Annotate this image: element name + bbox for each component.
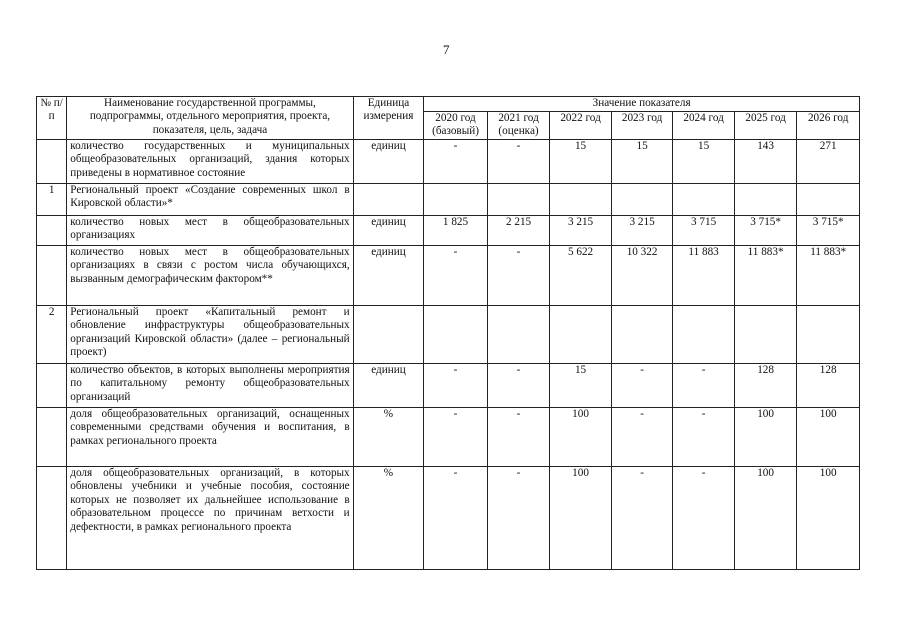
- row-value: -: [673, 408, 735, 467]
- row-value: -: [611, 364, 673, 408]
- row-value: [797, 184, 860, 216]
- row-value: [550, 306, 612, 364]
- row-value: -: [487, 140, 550, 184]
- row-value: [487, 184, 550, 216]
- page-number: 7: [443, 42, 450, 57]
- row-value: 15: [673, 140, 735, 184]
- row-unit: [353, 184, 424, 216]
- indicators-table: [36, 96, 860, 570]
- row-value: [550, 184, 612, 216]
- row-value: [797, 306, 860, 364]
- row-unit: [353, 306, 424, 364]
- row-value: -: [487, 467, 550, 570]
- row-value: 100: [550, 408, 612, 467]
- row-value: -: [487, 364, 550, 408]
- row-value: 1 825: [424, 216, 488, 246]
- table-row: [37, 408, 860, 467]
- row-value: [611, 306, 673, 364]
- row-unit: %: [353, 467, 424, 570]
- header-num: № п/п: [37, 97, 67, 140]
- row-value: [673, 184, 735, 216]
- row-name: количество новых мест в общеобразовательных организациях в связи с ростом числа обучающихся, вызванным демографическим фактором**: [67, 246, 353, 306]
- row-value: 15: [611, 140, 673, 184]
- table-row: [37, 184, 860, 216]
- table-row: [37, 467, 860, 570]
- row-unit: единиц: [353, 216, 424, 246]
- row-value: 100: [797, 467, 860, 570]
- row-value: [673, 306, 735, 364]
- header-year: 2020 год (базовый): [424, 112, 488, 140]
- row-value: [424, 306, 488, 364]
- row-num: 2: [37, 306, 67, 364]
- row-value: -: [424, 408, 488, 467]
- row-unit: единиц: [353, 246, 424, 306]
- row-value: 3 715*: [734, 216, 797, 246]
- row-name: Региональный проект «Создание современных школ в Кировской области»*: [67, 184, 353, 216]
- row-value: -: [487, 246, 550, 306]
- row-value: -: [673, 364, 735, 408]
- row-value: [424, 184, 488, 216]
- row-num: [37, 216, 67, 246]
- row-value: 100: [797, 408, 860, 467]
- row-value: 5 622: [550, 246, 612, 306]
- row-value: 128: [734, 364, 797, 408]
- row-value: 143: [734, 140, 797, 184]
- row-value: -: [424, 246, 488, 306]
- row-value: 3 215: [611, 216, 673, 246]
- row-value: 11 883: [673, 246, 735, 306]
- header-row-1: [37, 97, 860, 112]
- row-value: 11 883*: [734, 246, 797, 306]
- header-value-group: Значение показателя: [424, 97, 860, 112]
- header-year: 2021 год (оценка): [487, 112, 550, 140]
- row-value: 3 715: [673, 216, 735, 246]
- table-row: [37, 364, 860, 408]
- row-name: доля общеобразовательных организаций, оснащенных современными средствами обучения и воспитания, в рамках регионального проекта: [67, 408, 353, 467]
- table-row: [37, 246, 860, 306]
- row-name: Региональный проект «Капитальный ремонт и обновление инфраструктуры общеобразовательных организаций Кировской области» (далее – региональный проект): [67, 306, 353, 364]
- header-year: 2023 год: [611, 112, 673, 140]
- row-value: 3 215: [550, 216, 612, 246]
- header-year: 2024 год: [673, 112, 735, 140]
- row-value: 271: [797, 140, 860, 184]
- row-name: количество новых мест в общеобразовательных организациях: [67, 216, 353, 246]
- row-value: 100: [734, 408, 797, 467]
- row-value: 100: [734, 467, 797, 570]
- row-unit: единиц: [353, 140, 424, 184]
- row-name: доля общеобразовательных организаций, в которых обновлены учебники и учебные пособия, состояние которых не позволяет их дальнейшее использование в образовательном процессе по причинам ветхости и дефектности, в рамках регионального проекта: [67, 467, 353, 570]
- table-row: [37, 306, 860, 364]
- header-name: Наименование государственной программы, подпрограммы, отдельного мероприятия, проекта, показателя, цель, задача: [67, 97, 353, 140]
- row-value: [611, 184, 673, 216]
- row-value: -: [424, 364, 488, 408]
- table-row: [37, 216, 860, 246]
- row-value: 15: [550, 140, 612, 184]
- row-value: 11 883*: [797, 246, 860, 306]
- row-unit: %: [353, 408, 424, 467]
- row-value: 128: [797, 364, 860, 408]
- table-row: [37, 140, 860, 184]
- row-value: 15: [550, 364, 612, 408]
- row-name: количество объектов, в которых выполнены мероприятия по капитальному ремонту общеобразовательных организаций: [67, 364, 353, 408]
- row-num: [37, 140, 67, 184]
- header-year: 2025 год: [734, 112, 797, 140]
- row-value: 3 715*: [797, 216, 860, 246]
- row-value: -: [424, 140, 488, 184]
- row-value: -: [611, 467, 673, 570]
- row-name: количество государственных и муниципальных общеобразовательных организаций, здания которых приведены в нормативное состояние: [67, 140, 353, 184]
- row-value: [734, 306, 797, 364]
- row-value: [487, 306, 550, 364]
- row-value: -: [424, 467, 488, 570]
- row-num: 1: [37, 184, 67, 216]
- row-value: -: [611, 408, 673, 467]
- header-year: 2026 год: [797, 112, 860, 140]
- row-value: 10 322: [611, 246, 673, 306]
- row-num: [37, 364, 67, 408]
- row-value: -: [673, 467, 735, 570]
- row-num: [37, 246, 67, 306]
- row-value: -: [487, 408, 550, 467]
- row-num: [37, 408, 67, 467]
- row-value: [734, 184, 797, 216]
- row-unit: единиц: [353, 364, 424, 408]
- row-value: 100: [550, 467, 612, 570]
- row-value: 2 215: [487, 216, 550, 246]
- header-year: 2022 год: [550, 112, 612, 140]
- row-num: [37, 467, 67, 570]
- header-unit: Единица измерения: [353, 97, 424, 140]
